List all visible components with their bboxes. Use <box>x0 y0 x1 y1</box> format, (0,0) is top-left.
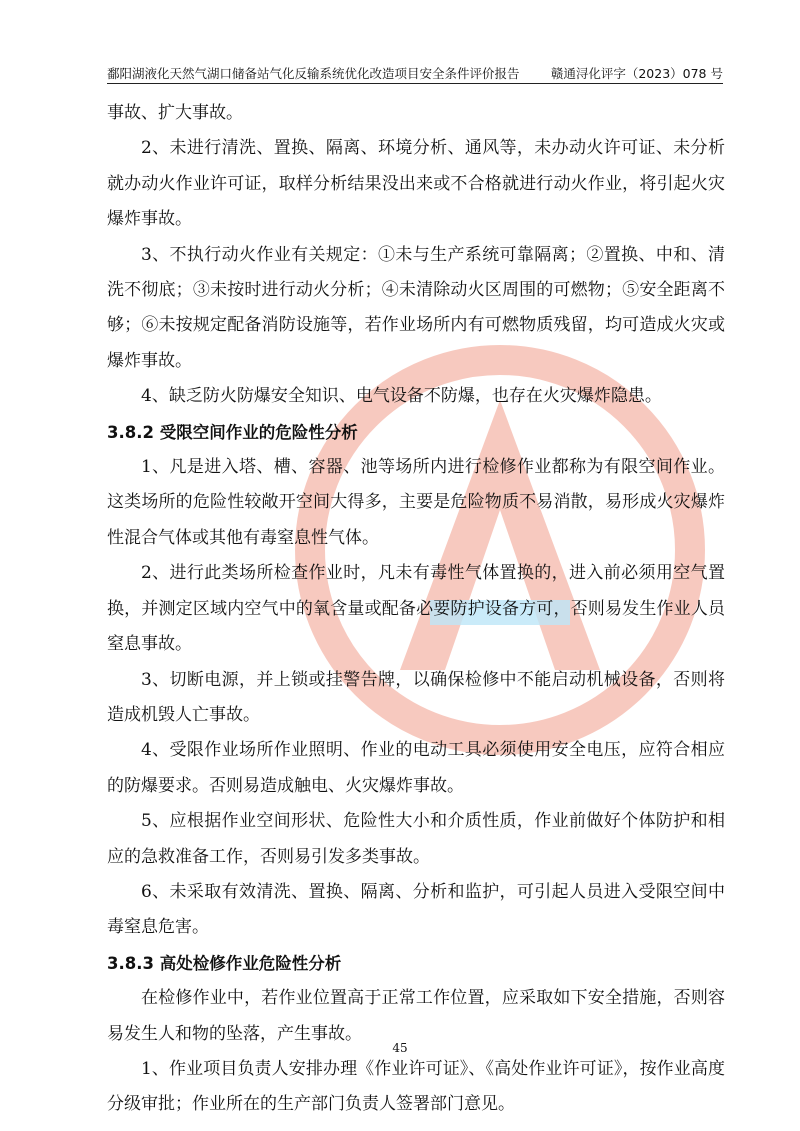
paragraph: 事故、扩大事故。 <box>107 103 243 123</box>
paragraph: 1、作业项目负责人安排办理《作业许可证》、《高处作业许可证》，按作业高度分级审批；作业所在的生产部门负责人签署部门意见。 <box>107 1058 725 1115</box>
header-report-title: 鄱阳湖液化天然气湖口储备站气化反输系统优化改造项目安全条件评价报告 <box>107 66 520 81</box>
paragraph: 在检修作业中，若作业位置高于正常工作位置，应采取如下安全措施，否则容易发生人和物的坠落，产生事故。 <box>107 988 725 1044</box>
paragraph: 3、切断电源，并上锁或挂警告牌，以确保检修中不能启动机械设备，否则将造成机毁人亡事故。 <box>107 669 725 725</box>
section-heading: 3.8.3 高处检修作业危险性分析 <box>107 953 342 973</box>
paragraph: 4、受限作业场所作业照明、作业的电动工具必须使用安全电压，应符合相应的防爆要求。否则易造成触电、火灾爆炸事故。 <box>107 740 725 796</box>
page-number: 45 <box>392 1041 408 1055</box>
paragraph: 2、进行此类场所检查作业时，凡未有毒性气体置换的，进入前必须用空气置换，并测定区域内空气中的氧含量或配备必要防护设备方可，否则易发生作业人员窒息事故。 <box>107 563 725 655</box>
header-report-number: 赣通浔化评字（2023）078 号 <box>550 66 723 81</box>
paragraph: 4、缺乏防火防爆安全知识、电气设备不防爆，也存在火灾爆炸隐患。 <box>141 386 662 407</box>
paragraph: 5、应根据作业空间形状、危险性大小和介质性质，作业前做好个体防护和相应的急救准备工作，否则易引发多类事故。 <box>107 811 725 867</box>
document-body <box>107 96 725 1123</box>
paragraph: 6、未采取有效清洗、置换、隔离、分析和监护，可引起人员进入受限空间中毒窒息危害。 <box>107 881 725 938</box>
paragraph: 1、凡是进入塔、槽、容器、池等场所内进行检修作业都称为有限空间作业。这类场所的危险性较敞开空间大得多，主要是危险物质不易消散，易形成火灾爆炸性混合气体或其他有毒窒息性气体。 <box>107 457 725 548</box>
page-header <box>107 63 723 84</box>
paragraph: 3、不执行动火作业有关规定：①未与生产系统可靠隔离；②置换、中和、清洗不彻底；③未按时进行动火分析；④未清除动火区周围的可燃物；⑤安全距离不够；⑥未按规定配备消防设施等，若作业场所内有可燃物质残留，均可造成火灾或爆炸事故。 <box>107 244 725 371</box>
paragraph: 2、未进行清洗、置换、隔离、环境分析、通风等，未办动火许可证、未分析就办动火作业许可证，取样分析结果没出来或不合格就进行动火作业，将引起火灾爆炸事故。 <box>107 138 725 230</box>
section-heading: 3.8.2 受限空间作业的危险性分析 <box>107 422 358 442</box>
